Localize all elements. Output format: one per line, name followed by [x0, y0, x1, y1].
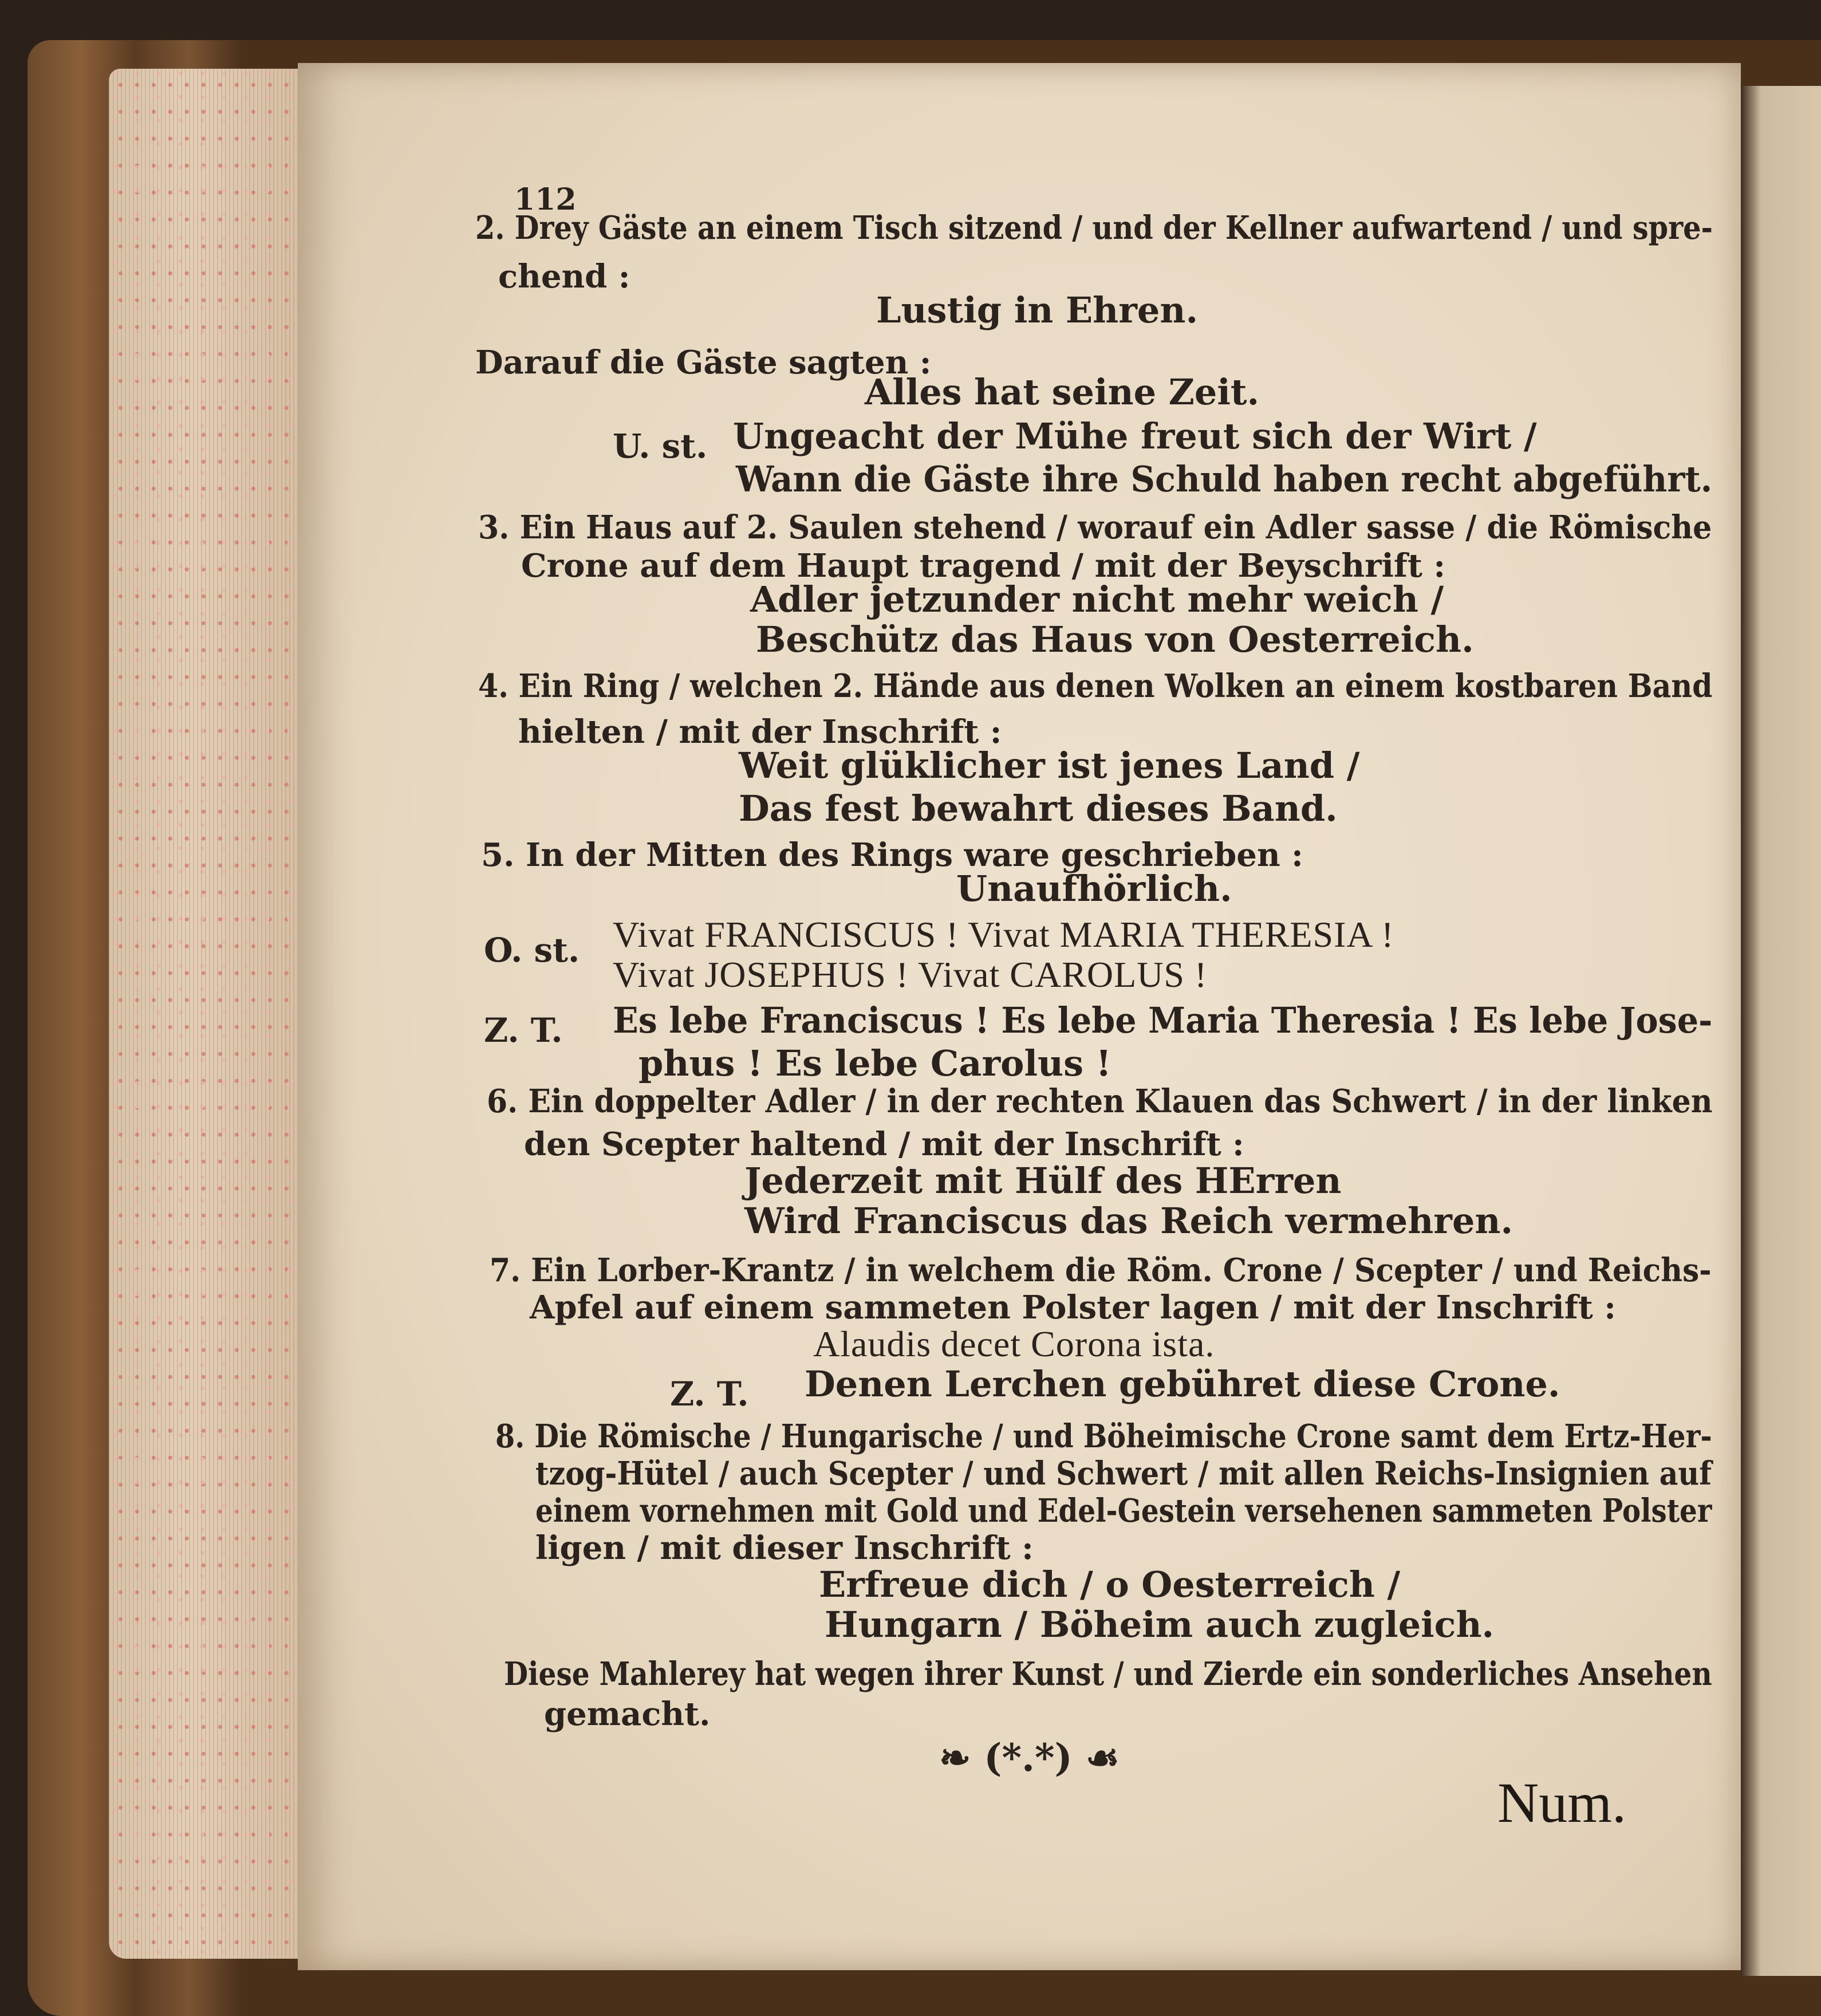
verse-line: Alaudis decet Corona ista. — [813, 1324, 1215, 1364]
verse-line: Hungarn / Böheim auch zugleich. — [825, 1604, 1495, 1645]
text-line: Diese Mahlerey hat wegen ihrer Kunst / und Zierde ein sonderliches Ansehen — [504, 1655, 1712, 1693]
facing-page-edge — [1741, 86, 1821, 1976]
verse-line: Das fest bewahrt dieses Band. — [739, 788, 1338, 829]
text-line: tzog-Hütel / auch Scepter / und Schwert / mit allen Reichs-Insignien auf — [535, 1455, 1712, 1493]
verse-line: Wird Franciscus das Reich vermehren. — [744, 1200, 1513, 1242]
text-line: den Scepter haltend / mit der Inschrift : — [524, 1125, 1244, 1163]
verse-line: Unaufhörlich. — [956, 868, 1232, 909]
text-line: 6. Ein doppelter Adler / in der rechten Klauen das Schwert / in der linken — [487, 1082, 1713, 1120]
verse-line: Vivat FRANCISCUS ! Vivat MARIA THERESIA ! — [613, 914, 1394, 955]
text-line: Crone auf dem Haupt tragend / mit der Beyschrift : — [521, 547, 1445, 585]
text-line: einem vornehmen mit Gold und Edel-Gestein versehenen sammeten Polster — [535, 1492, 1712, 1530]
verse-line: Ungeacht der Mühe freut sich der Wirt / — [733, 415, 1537, 457]
page-edges — [109, 69, 304, 1959]
text-line: chend : — [498, 258, 630, 296]
verse-line: Beschütz das Haus von Oesterreich. — [756, 619, 1474, 660]
text-line: 3. Ein Haus auf 2. Saulen stehend / worauf ein Adler sasse / die Römische — [478, 509, 1712, 546]
text-line: 7. Ein Lorber-Krantz / in welchem die Röm. Crone / Scepter / und Reichs- — [490, 1251, 1712, 1289]
text-line: Apfel auf einem sammeten Polster lagen / mit der Inschrift : — [530, 1289, 1616, 1326]
verse-line: Adler jetzunder nicht mehr weich / — [750, 578, 1444, 620]
verse-line: Weit glüklicher ist jenes Land / — [739, 745, 1360, 786]
verse-line: Es lebe Franciscus ! Es lebe Maria Theresia ! Es lebe Jose- — [613, 999, 1713, 1041]
verse-line: Wann die Gäste ihre Schuld haben recht abgeführt. — [736, 458, 1713, 500]
verse-line: Denen Lerchen gebühret diese Crone. — [805, 1363, 1560, 1405]
verse-line: Erfreue dich / o Oesterreich / — [819, 1564, 1401, 1605]
verse-line: Vivat JOSEPHUS ! Vivat CAROLUS ! — [613, 954, 1208, 995]
text-line: 5. In der Mitten des Rings ware geschrieben : — [481, 836, 1303, 874]
text-line: 4. Ein Ring / welchen 2. Hände aus denen Wolken an einem kostbaren Band — [478, 667, 1713, 705]
speaker-mark: O. st. — [484, 931, 580, 970]
text-line: ligen / mit dieser Inschrift : — [535, 1529, 1034, 1567]
speaker-mark: Z. T. — [670, 1375, 749, 1413]
speaker-mark: U. st. — [613, 427, 708, 466]
text-line: 8. Die Römische / Hungarische / und Böheimische Crone samt dem Ertz-Her- — [495, 1418, 1712, 1455]
catchword: Num. — [1497, 1771, 1626, 1834]
verse-line: phus ! Es lebe Carolus ! — [638, 1042, 1111, 1084]
ornament-divider: ❧ (*.*) ☙ — [939, 1735, 1120, 1780]
verse-line: Lustig in Ehren. — [876, 289, 1199, 331]
text-line: gemacht. — [544, 1695, 711, 1733]
text-line: 2. Drey Gäste an einem Tisch sitzend / und der Kellner aufwartend / und spre- — [475, 209, 1713, 247]
page-number: 112 — [514, 182, 577, 217]
verse-line: Alles hat seine Zeit. — [865, 371, 1260, 413]
text-line: hielten / mit der Inschrift : — [518, 713, 1002, 751]
speaker-mark: Z. T. — [484, 1011, 563, 1050]
verse-line: Jederzeit mit Hülf des HErren — [744, 1160, 1342, 1202]
text-line: Darauf die Gäste sagten : — [475, 344, 932, 381]
